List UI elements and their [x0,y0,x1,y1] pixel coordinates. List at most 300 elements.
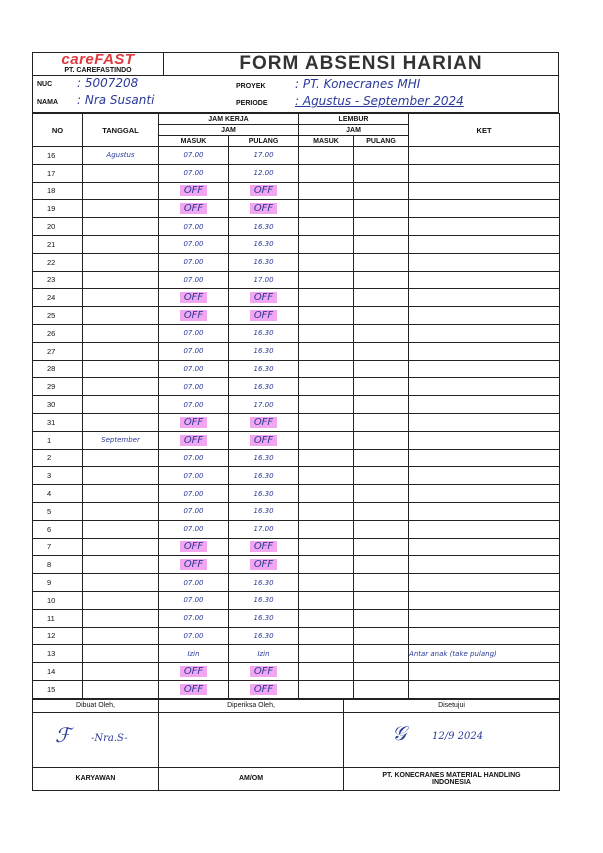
row-masuk-value: 07.00 [183,614,204,623]
row-masuk-value: OFF [180,666,207,677]
table-row [33,147,560,165]
row-no-value: 12 [47,631,56,641]
row-tanggal [83,182,159,200]
row-masuk [159,663,229,681]
signature-block [32,699,560,791]
row-no [33,556,83,574]
row-ket [409,663,560,681]
row-lembur-pulang [354,253,409,271]
row-pulang-value: 16.30 [253,258,274,267]
row-no-value: 22 [47,257,56,267]
row-no [33,147,83,165]
row-no [33,289,83,307]
col-jam-kerja: JAM KERJA [159,114,299,125]
row-pulang [229,182,299,200]
row-lembur-pulang [354,663,409,681]
row-ket [409,253,560,271]
row-masuk-value: 07.00 [183,240,204,249]
row-masuk-value: 07.00 [183,222,204,231]
row-no [33,609,83,627]
row-lembur-masuk [299,627,354,645]
row-masuk [159,591,229,609]
row-ket [409,200,560,218]
row-pulang-value: 16.30 [253,631,274,640]
row-masuk [159,147,229,165]
row-pulang [229,342,299,360]
row-no [33,182,83,200]
row-no [33,538,83,556]
row-ket [409,307,560,325]
table-row [33,378,560,396]
row-no [33,449,83,467]
row-masuk-value: 07.00 [183,525,204,534]
row-masuk-value: 07.00 [183,453,204,462]
row-pulang [229,663,299,681]
row-ket-value: Antar anak (take pulang) [409,649,497,658]
row-no-value: 21 [47,239,56,249]
row-tanggal [83,449,159,467]
row-pulang-value: 16.30 [253,222,274,231]
disetujui-label: Disetujui [344,699,560,712]
table-row [33,449,560,467]
row-masuk-value: OFF [180,417,207,428]
row-tanggal [83,627,159,645]
company-logo [33,53,164,76]
row-tanggal [83,396,159,414]
nama-label: NAMA [37,99,58,106]
row-no [33,342,83,360]
row-lembur-masuk [299,502,354,520]
periode-value: : Agustus - September 2024 [295,94,464,108]
row-masuk [159,502,229,520]
row-masuk [159,556,229,574]
row-no [33,431,83,449]
row-masuk [159,182,229,200]
row-tanggal [83,680,159,698]
table-row [33,520,560,538]
table-row [33,627,560,645]
row-pulang [229,164,299,182]
row-pulang-value: 16.30 [253,489,274,498]
row-tanggal [83,502,159,520]
row-lembur-masuk [299,574,354,592]
row-ket [409,538,560,556]
row-ket [409,164,560,182]
row-tanggal [83,200,159,218]
table-row [33,485,560,503]
row-lembur-pulang [354,413,409,431]
row-no-value: 26 [47,328,56,338]
row-no [33,271,83,289]
row-tanggal [83,520,159,538]
employee-signature-name: -Nra.S- [91,732,128,744]
col-lembur-jam: JAM [299,125,409,136]
row-lembur-masuk [299,218,354,236]
row-tanggal [83,164,159,182]
row-pulang-value: OFF [250,292,277,303]
proyek-label: PROYEK [236,83,266,90]
row-pulang-value: 17.00 [253,400,274,409]
attendance-table [32,113,560,699]
company-footer-line1: PT. KONECRANES MATERIAL HANDLING [382,771,521,779]
row-pulang [229,396,299,414]
row-no [33,324,83,342]
row-ket [409,449,560,467]
row-no [33,413,83,431]
row-lembur-masuk [299,449,354,467]
row-lembur-pulang [354,485,409,503]
row-masuk-value: 07.00 [183,596,204,605]
row-lembur-masuk [299,324,354,342]
row-masuk [159,253,229,271]
table-row [33,164,560,182]
row-masuk-value: 07.00 [183,258,204,267]
row-no [33,467,83,485]
row-lembur-masuk [299,591,354,609]
attendance-rows [33,147,560,699]
row-no [33,235,83,253]
row-pulang-value: OFF [250,435,277,446]
row-lembur-masuk [299,556,354,574]
row-ket [409,556,560,574]
row-lembur-masuk [299,663,354,681]
row-ket [409,147,560,165]
row-masuk-value: 07.00 [183,489,204,498]
row-masuk-value: OFF [180,203,207,214]
row-lembur-pulang [354,218,409,236]
row-pulang [229,574,299,592]
row-masuk [159,413,229,431]
row-lembur-masuk [299,538,354,556]
row-ket [409,645,560,663]
table-row [33,360,560,378]
row-pulang-value: 16.30 [253,596,274,605]
row-no [33,485,83,503]
row-no [33,253,83,271]
row-lembur-pulang [354,182,409,200]
row-lembur-pulang [354,235,409,253]
row-masuk [159,520,229,538]
row-tanggal [83,289,159,307]
row-pulang-value: OFF [250,203,277,214]
row-masuk-value: 07.00 [183,169,204,178]
row-lembur-pulang [354,164,409,182]
row-lembur-masuk [299,182,354,200]
row-lembur-masuk [299,413,354,431]
row-ket [409,271,560,289]
row-pulang [229,324,299,342]
row-pulang [229,431,299,449]
row-lembur-masuk [299,342,354,360]
row-masuk [159,342,229,360]
row-no [33,378,83,396]
row-ket [409,574,560,592]
karyawan-footer: KARYAWAN [33,767,159,790]
row-lembur-masuk [299,645,354,663]
row-no-value: 9 [47,578,52,588]
row-masuk [159,538,229,556]
row-pulang-value: 16.30 [253,347,274,356]
row-tanggal [83,307,159,325]
row-no-value: 29 [47,382,56,392]
row-pulang [229,467,299,485]
row-ket [409,324,560,342]
table-row [33,396,560,414]
row-pulang [229,307,299,325]
row-no [33,200,83,218]
row-lembur-pulang [354,556,409,574]
row-masuk [159,360,229,378]
row-no-value: 13 [47,649,56,659]
row-lembur-masuk [299,147,354,165]
row-lembur-pulang [354,591,409,609]
dibuat-oleh-label: Dibuat Oleh, [33,699,159,712]
row-lembur-pulang [354,574,409,592]
row-pulang [229,520,299,538]
row-pulang [229,449,299,467]
row-lembur-pulang [354,680,409,698]
row-pulang-value: 16.30 [253,614,274,623]
row-pulang [229,271,299,289]
row-ket [409,289,560,307]
row-pulang-value: 16.30 [253,240,274,249]
row-tanggal [83,609,159,627]
row-no-value: 5 [47,506,52,516]
row-pulang [229,609,299,627]
logo-company-name: PT. CAREFASTINDO [64,67,132,74]
row-lembur-pulang [354,378,409,396]
table-row [33,235,560,253]
row-lembur-masuk [299,271,354,289]
row-pulang [229,218,299,236]
table-row [33,271,560,289]
row-masuk-value: OFF [180,435,207,446]
table-row [33,182,560,200]
amom-footer: AM/OM [159,767,344,790]
row-pulang-value: 16.30 [253,471,274,480]
row-pulang-value: 17.00 [253,151,274,160]
row-no-value: 24 [47,293,56,303]
row-tanggal [83,147,159,165]
row-ket [409,591,560,609]
col-lembur-masuk: MASUK [299,136,354,147]
col-jam-kerja-jam: JAM [159,125,299,136]
row-tanggal [83,253,159,271]
approver-signature [344,712,560,767]
col-no: NO [33,114,83,147]
row-no [33,680,83,698]
row-lembur-pulang [354,289,409,307]
table-row [33,200,560,218]
row-masuk-value: 07.00 [183,471,204,480]
row-no [33,360,83,378]
proyek-value: : PT. Konecranes MHI [295,77,421,91]
employee-info [32,76,559,113]
row-pulang [229,147,299,165]
table-row [33,307,560,325]
diperiksa-oleh-label: Diperiksa Oleh, [159,699,344,712]
row-masuk-value: OFF [180,185,207,196]
row-masuk [159,396,229,414]
row-lembur-masuk [299,467,354,485]
row-lembur-masuk [299,200,354,218]
row-tanggal [83,467,159,485]
row-no-value: 28 [47,364,56,374]
supervisor-signature [159,712,344,767]
row-no-value: 23 [47,275,56,285]
row-tanggal [83,538,159,556]
nuc-value: : 5007208 [77,76,139,90]
table-row [33,609,560,627]
row-no-value: 2 [47,453,52,463]
row-no [33,627,83,645]
row-no-value: 7 [47,542,52,552]
table-row [33,574,560,592]
row-pulang-value: 16.30 [253,382,274,391]
nama-value: : Nra Susanti [77,93,155,107]
row-pulang-value: Izin [257,649,270,658]
row-pulang [229,200,299,218]
row-pulang-value: 16.30 [253,364,274,373]
row-pulang [229,485,299,503]
row-tanggal [83,360,159,378]
row-lembur-masuk [299,431,354,449]
table-row [33,502,560,520]
row-ket [409,627,560,645]
row-lembur-masuk [299,235,354,253]
row-lembur-pulang [354,271,409,289]
row-ket [409,378,560,396]
row-no [33,307,83,325]
row-no-value: 8 [47,560,52,570]
row-tanggal [83,235,159,253]
row-masuk-value: 07.00 [183,507,204,516]
row-tanggal [83,324,159,342]
row-lembur-pulang [354,431,409,449]
row-lembur-pulang [354,396,409,414]
row-no-value: 11 [47,613,55,623]
row-lembur-pulang [354,342,409,360]
row-lembur-masuk [299,307,354,325]
row-pulang-value: OFF [250,310,277,321]
row-no [33,164,83,182]
row-no-value: 3 [47,471,52,481]
row-lembur-masuk [299,378,354,396]
table-row [33,289,560,307]
row-tanggal [83,485,159,503]
row-tanggal-value: Agustus [106,151,135,160]
row-tanggal [83,591,159,609]
row-masuk [159,235,229,253]
row-ket [409,413,560,431]
logo-brand: careFAST [61,51,135,68]
row-tanggal [83,663,159,681]
row-pulang [229,253,299,271]
row-pulang [229,680,299,698]
row-lembur-pulang [354,502,409,520]
table-row [33,324,560,342]
row-lembur-masuk [299,609,354,627]
row-pulang-value: 16.30 [253,453,274,462]
row-lembur-masuk [299,396,354,414]
row-tanggal [83,556,159,574]
row-no-value: 31 [47,417,56,427]
row-no-value: 18 [47,186,56,196]
row-pulang-value: OFF [250,185,277,196]
employee-signature-mark: ℱ [55,722,71,747]
row-masuk [159,289,229,307]
row-tanggal-value: September [101,436,140,445]
row-lembur-masuk [299,253,354,271]
row-tanggal [83,574,159,592]
row-no [33,645,83,663]
row-ket [409,485,560,503]
row-no-value: 25 [47,311,56,321]
row-masuk-value: Izin [187,649,200,658]
table-row [33,680,560,698]
row-tanggal [83,342,159,360]
row-masuk-value: 07.00 [183,382,204,391]
col-masuk: MASUK [159,136,229,147]
row-pulang [229,413,299,431]
row-no-value: 17 [47,168,56,178]
row-no [33,663,83,681]
table-row [33,591,560,609]
periode-label: PERIODE [236,100,268,107]
row-masuk [159,324,229,342]
row-masuk [159,271,229,289]
approval-date: 12/9 2024 [432,730,484,742]
row-masuk-value: OFF [180,292,207,303]
table-row [33,342,560,360]
table-row [33,431,560,449]
row-pulang [229,538,299,556]
row-pulang [229,556,299,574]
table-row [33,556,560,574]
row-pulang [229,645,299,663]
row-masuk [159,431,229,449]
row-no-value: 20 [47,222,56,232]
row-tanggal [83,378,159,396]
row-no-value: 27 [47,346,56,356]
row-lembur-masuk [299,360,354,378]
col-tanggal: TANGGAL [83,114,159,147]
approver-signature-mark: 𝒢 [392,720,407,745]
row-pulang-value: OFF [250,417,277,428]
row-lembur-masuk [299,289,354,307]
row-tanggal [83,413,159,431]
row-lembur-pulang [354,324,409,342]
row-masuk [159,449,229,467]
row-masuk [159,467,229,485]
row-masuk [159,218,229,236]
row-masuk-value: 07.00 [183,329,204,338]
table-row [33,538,560,556]
row-lembur-pulang [354,449,409,467]
row-lembur-pulang [354,200,409,218]
row-no-value: 14 [47,667,56,676]
row-pulang-value: OFF [250,541,277,552]
row-pulang [229,378,299,396]
table-row [33,218,560,236]
row-pulang [229,502,299,520]
row-lembur-pulang [354,520,409,538]
row-ket [409,502,560,520]
row-masuk-value: 07.00 [183,578,204,587]
row-lembur-masuk [299,164,354,182]
row-ket [409,431,560,449]
row-masuk [159,574,229,592]
